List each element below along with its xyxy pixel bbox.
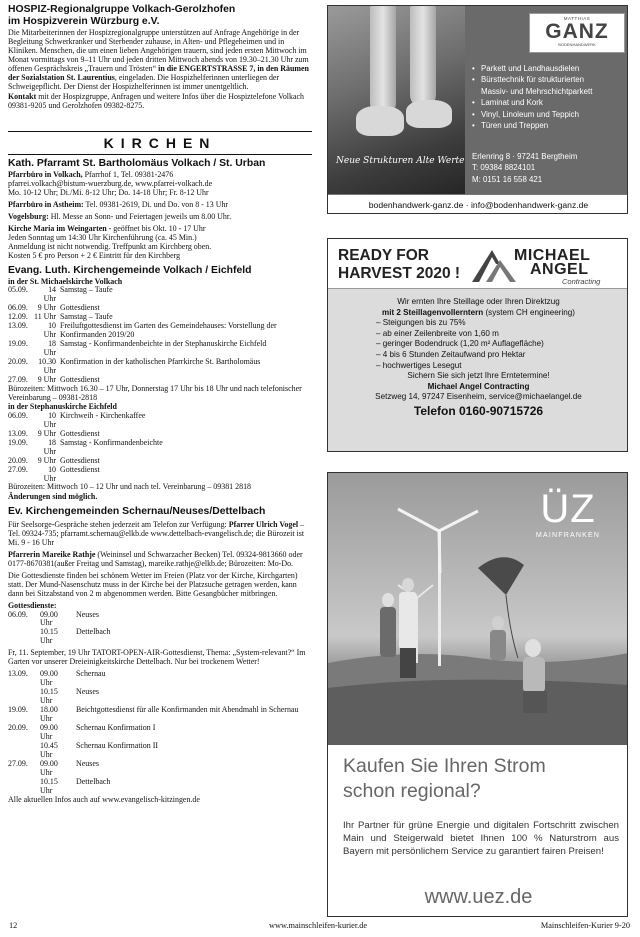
schedule-text: Schernau bbox=[76, 669, 106, 679]
schernau-schedule-a bbox=[8, 611, 312, 647]
ganz-logo: MATTHIAS GANZ BODENHANDWERK bbox=[529, 13, 625, 53]
schedule-text: Schernau Konfirmation II bbox=[76, 740, 158, 750]
schedule-text: Neuses bbox=[76, 609, 99, 619]
schedule-row bbox=[8, 628, 312, 646]
schedule-time: 9 Uhr bbox=[37, 455, 56, 465]
schedule-text: Gottesdienst bbox=[60, 455, 100, 465]
ma-address: Setzweg 14, 97247 Eisenheim, service@michaelangel.de bbox=[375, 392, 582, 402]
ganz-slogan: Neue Strukturen Alte Werte bbox=[336, 156, 465, 166]
family-wind-turbine-photo bbox=[328, 473, 628, 745]
schedule-row bbox=[8, 778, 312, 796]
changes-note: Änderungen sind möglich. bbox=[8, 492, 98, 502]
schedule-row bbox=[8, 286, 312, 304]
schedule-row bbox=[8, 742, 312, 760]
uez-website-link[interactable]: www.uez.de bbox=[424, 886, 533, 908]
schedule-time: 10.45 Uhr bbox=[40, 740, 58, 759]
list-item: – Steigungen bis zu 75% bbox=[376, 318, 628, 329]
schedule-date: 27.09. bbox=[8, 464, 28, 474]
list-item: • Türen und Treppen bbox=[472, 120, 592, 131]
schedule-text: Samstag – Taufe bbox=[60, 312, 113, 322]
schedule-row bbox=[8, 358, 312, 376]
schedule-row bbox=[8, 670, 312, 688]
ganz-services bbox=[472, 63, 592, 131]
schedule-date: 06.09. bbox=[8, 303, 28, 313]
schedule-row bbox=[8, 439, 312, 457]
pfarrbuero-astheim: Pfarrbüro in Astheim: Tel. 09381-2619, Di. und Do. von 8 - 13 Uhr bbox=[8, 200, 229, 210]
schernau-title: Ev. Kirchengemeinden Schernau/Neuses/Dettelbach bbox=[8, 506, 266, 518]
list-item: – geringer Bodendruck (1,20 m² Auflagefläche) bbox=[376, 339, 628, 350]
schedule-text: Dettelbach bbox=[76, 776, 111, 786]
schedule-time: 10 Uhr bbox=[43, 464, 56, 483]
schedule-time: 11 Uhr bbox=[34, 312, 56, 322]
schedule-row bbox=[8, 340, 312, 358]
ma-company: Michael Angel Contracting bbox=[427, 381, 530, 391]
schedule-text: Beichtgottesdienst für alle Konfirmanden mit Abendmahl in Schernau bbox=[76, 705, 299, 715]
ad-bodenhandwerk-ganz[interactable] bbox=[327, 5, 628, 214]
ad-michael-angel[interactable] bbox=[327, 238, 628, 452]
michael-angel-logo: MICHAEL ANGEL Contracting bbox=[470, 246, 620, 286]
schedule-date: 27.09. bbox=[8, 375, 28, 385]
ma-closing: Sichern Sie sich jetzt Ihre Erntetermine! bbox=[407, 371, 550, 381]
schedule-date: 20.09. bbox=[8, 357, 28, 367]
schedule-date bbox=[8, 688, 38, 706]
schedule-text: Samstag – Taufe bbox=[60, 285, 113, 295]
schedule-date: 20.09. bbox=[8, 722, 28, 732]
schedule-text: Gottesdienst bbox=[60, 375, 100, 385]
schedule-text: Gottesdienst bbox=[60, 428, 100, 438]
ma-features bbox=[376, 318, 628, 371]
hospiz-title: HOSPIZ-Regionalgruppe Volkach-Gerolzhofen im Hospizverein Würzburg e.V. bbox=[8, 4, 236, 27]
schedule-time: 10.15 Uhr bbox=[40, 627, 58, 646]
schedule-date: 05.09. bbox=[8, 285, 28, 295]
list-item: • Vinyl, Linoleum und Teppich bbox=[472, 109, 592, 120]
schedule-row bbox=[8, 412, 312, 430]
schedule-time: 09.00 Uhr bbox=[40, 669, 58, 688]
list-item: Massiv- und Mehrschichtparkett bbox=[481, 86, 593, 96]
list-item: • Parkett und Landhausdielen bbox=[472, 63, 592, 74]
schedule-text: Kirchweih - Kirchenkaffee bbox=[60, 410, 146, 420]
list-item: – hochwertiges Lesegut bbox=[376, 361, 628, 372]
schedule-date bbox=[8, 628, 38, 646]
ganz-contact: Erlenring 8 · 97241 Bergtheim T: 09384 8824101 M: 0151 16 558 421 bbox=[472, 152, 578, 184]
schedule-row bbox=[8, 688, 312, 706]
schedule-text: Neuses bbox=[76, 687, 99, 697]
schedule-time: 18.00 Uhr bbox=[40, 705, 58, 724]
footer-issue: Mainschleifen-Kurier 9-20 bbox=[540, 921, 630, 930]
schedule-time: 10 Uhr bbox=[43, 321, 56, 340]
schedule-text: Neuses bbox=[76, 758, 99, 768]
kirchen-heading: KIRCHEN bbox=[103, 134, 217, 151]
stephanuskirche-subtitle: in der Stephanuskirche Eichfeld bbox=[8, 401, 117, 411]
gottesdienste-label: Gottesdienste: bbox=[8, 600, 57, 610]
schedule-date: 19.09. bbox=[8, 437, 28, 447]
ma-intro2: mit 2 Steillagenvollerntern (system CH engineering) bbox=[382, 307, 575, 317]
ad-uez-mainfranken[interactable] bbox=[327, 472, 628, 917]
bartholomaeus-title: Kath. Pfarramt St. Bartholomäus Volkach / St. Urban bbox=[8, 157, 266, 169]
footer-website[interactable]: www.mainschleifen-kurier.de bbox=[269, 921, 368, 930]
ready-for-harvest: READY FOR HARVEST 2020 ! bbox=[338, 247, 461, 282]
page-footer bbox=[0, 918, 640, 934]
schedule-time: 10.30 Uhr bbox=[38, 357, 56, 376]
schedule-text: Samstag - Konfirmandenbeichte in der Stephanuskirche Eichfeld bbox=[60, 339, 267, 349]
schedule-date: 06.09. bbox=[8, 410, 28, 420]
schedule-time: 10.15 Uhr bbox=[40, 776, 58, 795]
schedule-row bbox=[8, 611, 312, 629]
more-info: Alle aktuellen Infos auch auf www.evangelisch-kitzingen.de bbox=[8, 794, 200, 804]
left-column bbox=[8, 4, 312, 909]
schedule-date bbox=[8, 742, 38, 760]
baby-feet-photo bbox=[328, 6, 465, 194]
pfarrbuero-volkach: Pfarrbüro in Volkach, Pfarrhof 1, Tel. 09381-2476 pfarrei.volkach@bistum-wuerzburg.de, www.pfarrei-volkach.de Mo. 10-12 Uhr; Di./Mi. 8-12 Uhr; Do. 14-18 Uhr; Fr. 8-12 Uhr bbox=[8, 170, 213, 198]
ganz-info-panel bbox=[465, 6, 628, 194]
schedule-text: Dettelbach bbox=[76, 627, 111, 637]
mountain-logo-icon bbox=[470, 246, 518, 284]
list-item: – 4 bis 6 Stunden Zeitaufwand pro Hektar bbox=[376, 350, 628, 361]
uez-logo: ÜZ MAINFRANKEN bbox=[535, 487, 601, 539]
schedule-time: 18 Uhr bbox=[43, 437, 56, 456]
ma-phone[interactable]: Telefon 0160-90715726 bbox=[413, 403, 544, 418]
schedule-text: Gottesdienst bbox=[60, 464, 100, 474]
schedule-row bbox=[8, 322, 312, 340]
schernau-seelsorge: Für Seelsorge-Gespräche stehen jederzeit am Telefon zur Verfügung: Pfarrer Ulrich Vogel – Tel. 09324-735; pfarramt.schernau@elkb.de www.dettelbach-evangelisch.de; die Bürozeit ist Mi. 9 - 16 Uhr bbox=[8, 519, 305, 547]
ma-intro: Wir ernten Ihre Steillage oder Ihren Direktzug bbox=[397, 297, 560, 306]
schedule-date: 13.09. bbox=[8, 321, 28, 331]
schedule-text: Freiluftgottesdienst im Garten des Gemeindehauses: Vorstellung der Konfirmanden 2019/20 bbox=[60, 321, 277, 340]
michaelskirche-schedule bbox=[8, 286, 312, 384]
list-item: – ab einer Zeilenbreite von 1,60 m bbox=[376, 329, 628, 340]
schedule-time: 09.00 Uhr bbox=[40, 722, 58, 741]
schedule-time: 14 Uhr bbox=[43, 285, 56, 304]
hospiz-contact: Kontakt mit der Hospizgruppe, Anfragen und weitere Infos über die Hospiztelefone Volkach 09381-9205 und Gerolzhofen 09382-8275. bbox=[8, 91, 304, 110]
schedule-text: Schernau Konfirmation I bbox=[76, 722, 156, 732]
stephanuskirche-schedule bbox=[8, 412, 312, 484]
schedule-text: Konfirmation in der katholischen Pfarrkirche St. Bartholomäus bbox=[60, 357, 261, 367]
schernau-pfarrerin: Pfarrerin Mareike Rathje (Weininsel und Schwarzacher Becken) Tel. 09324-9813660 oder 0177-8670381(außer Freitag und Samstag), mareike.rathje@elkb.de; Bürozeiten: Mo-Do. bbox=[8, 549, 303, 568]
schedule-time: 09.00 Uhr bbox=[40, 758, 58, 777]
schedule-date: 13.09. bbox=[8, 669, 28, 679]
michaelskirche-subtitle: in der St. Michaelskirche Volkach bbox=[8, 276, 123, 286]
schedule-time: 18 Uhr bbox=[43, 339, 56, 358]
schedule-time: 10.15 Uhr bbox=[40, 687, 58, 706]
ma-body bbox=[328, 289, 628, 452]
schedule-text: Gottesdienst bbox=[60, 303, 100, 313]
schedule-row bbox=[8, 724, 312, 742]
uez-copy: Ihr Partner für grüne Energie und digitalen Fortschritt zwischen Main und Steigerwald bietet Ihnen 100 % Naturstrom aus Bayern mit persönlichem Service zu garantiert fairen Preisen! bbox=[343, 820, 619, 858]
evangelisch-title: Evang. Luth. Kirchengemeinde Volkach / Eichfeld bbox=[8, 264, 252, 276]
schedule-date: 19.09. bbox=[8, 339, 28, 349]
schernau-hinweis: Die Gottesdienste finden bei schönem Wetter im Freien (Platz vor der Kirche, Kirchgarten) statt. Der Mund-Nasenschutz muss in der Kirche bei der Platzsuche getragen werden, kann dann bei Sitzabstand von 2 m abgenommen werden. Bitte Gesangbücher mitbringen. bbox=[8, 570, 298, 598]
uez-text-panel bbox=[328, 745, 628, 917]
uez-headline: Kaufen Sie Ihren Strom schon regional? bbox=[343, 755, 546, 802]
schernau-schedule-b bbox=[8, 670, 312, 795]
schedule-date: 06.09. bbox=[8, 609, 28, 619]
ma-header bbox=[328, 239, 628, 289]
schedule-row bbox=[8, 706, 312, 724]
schedule-date bbox=[8, 778, 38, 796]
hospiz-paragraph: Die Mitarbeiterinnen der Hospizregionalgruppe unterstützen auf Anfrage Angehörige in der Begleitung Schwerkranker und Sterbender zuhause, in Alten- und Pflegeheimen und in Kliniken. Menschen, die um einen lieben Angehörigen trauern, sind jeden ersten Mittwoch im Monat vormittags von 9–11 Uhr und jeden dritten Mittwoch abends von 19.30–21.30 Uhr zum offenen Gesprächskreis „Trauern und Trösten“ in die ENGERTSTRASSE 7, in den Räumen der Sozialstation St. Laurentius, eingeladen. Die Hospizhelferinnen unterliegen der Schweigepflicht. Der Dienst der Hospizhelferinnen ist immer unentgeltlich. bbox=[8, 28, 309, 91]
schedule-date: 12.09. bbox=[8, 312, 28, 322]
vogelsburg: Vogelsburg: Hl. Messe an Sonn- und Feiertagen jeweils um 8.00 Uhr. bbox=[8, 212, 232, 222]
schedule-text: Samstag - Konfirmandenbeichte bbox=[60, 437, 163, 447]
schedule-time: 09.00 Uhr bbox=[40, 609, 58, 628]
schedule-date: 27.09. bbox=[8, 758, 28, 768]
list-item: • Bürsttechnik für strukturierten bbox=[472, 74, 592, 85]
divider bbox=[8, 154, 312, 155]
schedule-time: 10 Uhr bbox=[43, 410, 56, 429]
tatort-gottesdienst: Fr, 11. September, 19 Uhr TATORT-OPEN-AIR-Gottesdienst, Thema: „System-relevant?“ Im Garten vor unserer Dreieinigkeitskirche Dettelbach. Nur bei trockenem Wetter! bbox=[8, 648, 306, 667]
schedule-row bbox=[8, 466, 312, 484]
ganz-website-link[interactable]: bodenhandwerk-ganz.de · info@bodenhandwerk-ganz.de bbox=[328, 194, 628, 214]
schedule-time: 9 Uhr bbox=[37, 428, 56, 438]
schedule-row bbox=[8, 760, 312, 778]
maria-im-weingarten: Kirche Maria im Weingarten - geöffnet bis Okt. 10 - 17 Uhr Jeden Sonntag um 14:30 Uhr Kirchenführung (ca. 45 Min.) Anmeldung ist nicht notwendig. Treffpunkt am Kirchberg oben. Kosten 5 € pro Person + 2 € Eintritt für den Kirchberg bbox=[8, 224, 212, 260]
evangelisch-office2: Bürozeiten: Mittwoch 10 – 12 Uhr und nach tel. Vereinbarung – 09381 2818 bbox=[8, 482, 252, 492]
schedule-date: 19.09. bbox=[8, 705, 28, 715]
schedule-date: 13.09. bbox=[8, 428, 28, 438]
page-number: 12 bbox=[9, 921, 18, 930]
evangelisch-office: Bürozeiten: Mittwoch 16.30 – 17 Uhr, Donnerstag 17 Uhr bis 18 Uhr und nach telefonischer Vereinbarung – 09381-2818 bbox=[8, 383, 302, 402]
list-item: • Laminat und Kork bbox=[472, 97, 592, 108]
schedule-time: 9 Uhr bbox=[37, 303, 56, 313]
schedule-date: 20.09. bbox=[8, 455, 28, 465]
schedule-time: 9 Uhr bbox=[37, 375, 56, 385]
